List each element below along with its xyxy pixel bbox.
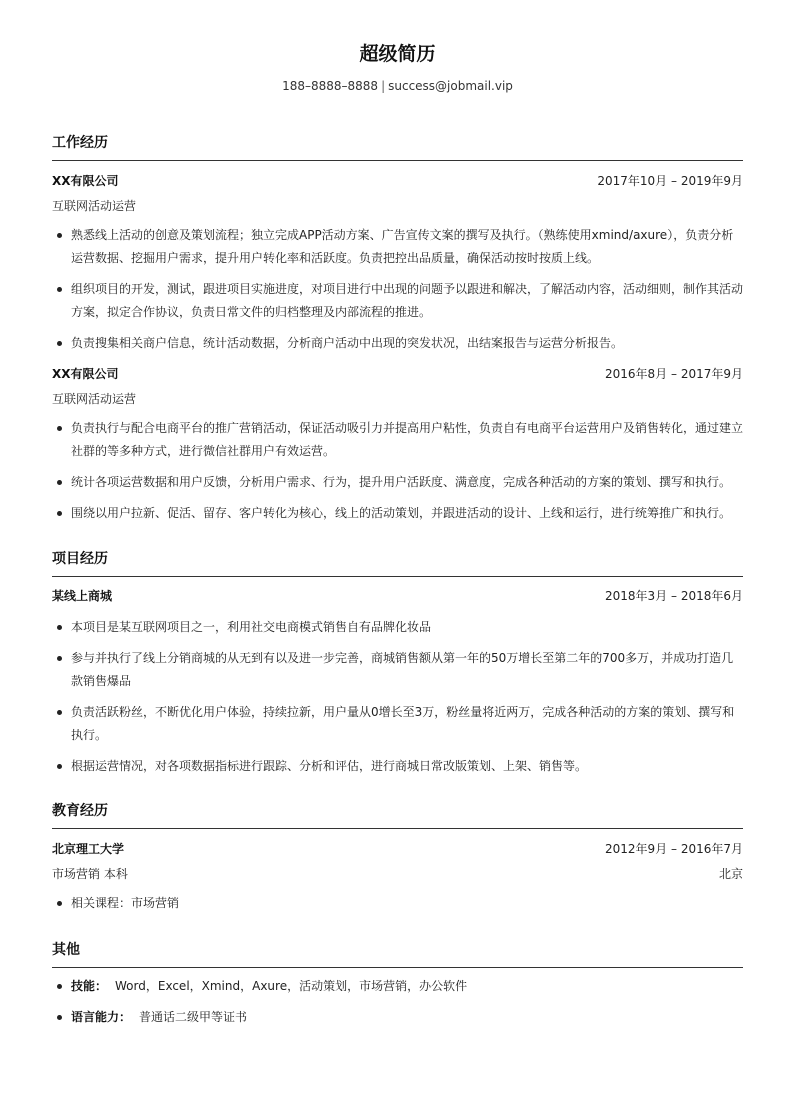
work-entry-1-header <box>52 171 743 191</box>
contact-separator: | <box>381 79 386 93</box>
section-title-other: 其他 <box>52 939 743 968</box>
work-entry-2-header <box>52 364 743 384</box>
list-item: 熟悉线上活动的创意及策划流程；独立完成APP活动方案、广告宣传文案的撰写及执行。（熟练使用xmind/axure），负责分析运营数据、挖掘用户需求，提升用户转化率和活跃度。负责把控出品质量，确保活动按时按质上线。 <box>52 224 743 270</box>
list-item: 本项目是某互联网项目之一，利用社交电商模式销售自有品牌化妆品 <box>52 616 743 639</box>
project-entry-1-date: 2018年3月 – 2018年6月 <box>605 589 743 603</box>
other-bullets <box>52 975 743 1037</box>
list-item: 根据运营情况，对各项数据指标进行跟踪、分析和评估，进行商城日常改版策划、上架、销售等。 <box>52 755 743 778</box>
project-entry-1-header <box>52 586 743 606</box>
list-item: 负责搜集相关商户信息，统计活动数据，分析商户活动中出现的突发状况，出结案报告与运营分析报告。 <box>52 332 743 355</box>
project-entry-1-name: 某线上商城 <box>52 589 113 603</box>
list-item <box>52 1006 743 1029</box>
list-item: 统计各项运营数据和用户反馈，分析用户需求、行为，提升用户活跃度、满意度，完成各种活动的方案的策划、撰写和执行。 <box>52 471 743 494</box>
work-entry-1-company: XX有限公司 <box>52 174 119 188</box>
list-item: 围绕以用户拉新、促活、留存、客户转化为核心，线上的活动策划，并跟进活动的设计、上线和运行，进行统筹推广和执行。 <box>52 502 743 525</box>
language-label: 语言能力： <box>71 1010 132 1024</box>
work-entry-2-bullets <box>52 417 743 533</box>
education-major: 市场营销 本科 <box>52 867 128 881</box>
education-sub-row <box>52 864 743 884</box>
project-entry-1-bullets <box>52 616 743 786</box>
work-entry-1-bullets <box>52 224 743 363</box>
list-item <box>52 975 743 998</box>
list-item: 负责活跃粉丝，不断优化用户体验，持续拉新，用户量从0增长至3万，粉丝量将近两万，完成各种活动的方案的策划、撰写和执行。 <box>52 701 743 747</box>
work-entry-1-role: 互联网活动运营 <box>52 199 137 213</box>
education-location: 北京 <box>718 867 743 881</box>
list-item: 相关课程：市场营销 <box>52 892 743 915</box>
education-entry-header <box>52 839 743 859</box>
section-title-education: 教育经历 <box>52 800 743 829</box>
work-entry-2-role-row <box>52 389 743 409</box>
work-entry-2-date: 2016年8月 – 2017年9月 <box>605 367 743 381</box>
contact-line <box>52 77 743 95</box>
work-entry-2-role: 互联网活动运营 <box>52 392 137 406</box>
section-title-project: 项目经历 <box>52 548 743 577</box>
list-item: 负责执行与配合电商平台的推广营销活动，保证活动吸引力并提高用户粘性，负责自有电商平台运营用户及销售转化，通过建立社群的等多种方式，进行微信社群用户有效运营。 <box>52 417 743 463</box>
list-item: 参与并执行了线上分销商城的从无到有以及进一步完善，商城销售额从第一年的50万增长至第二年的700多万，并成功打造几款销售爆品 <box>52 647 743 693</box>
phone-number: 188–8888–8888 <box>282 79 379 93</box>
education-date: 2012年9月 – 2016年7月 <box>605 842 743 856</box>
work-entry-1-role-row <box>52 196 743 216</box>
language-value: 普通话二级甲等证书 <box>139 1010 248 1024</box>
resume-name: 超级简历 <box>359 43 436 65</box>
work-entry-1-date: 2017年10月 – 2019年9月 <box>597 174 743 188</box>
section-title-work: 工作经历 <box>52 132 743 161</box>
education-bullets <box>52 892 743 923</box>
skills-value: Word，Excel，Xmind，Axure，活动策划，市场营销，办公软件 <box>115 979 468 993</box>
work-entry-2-company: XX有限公司 <box>52 367 119 381</box>
skills-label: 技能： <box>71 979 108 993</box>
list-item: 组织项目的开发，测试，跟进项目实施进度，对项目进行中出现的问题予以跟进和解决，了解活动内容，活动细则，制作其活动方案，拟定合作协议，负责日常文件的归档整理及内部流程的推进。 <box>52 278 743 324</box>
education-school: 北京理工大学 <box>52 842 125 856</box>
email-address: success@jobmail.vip <box>388 79 513 93</box>
